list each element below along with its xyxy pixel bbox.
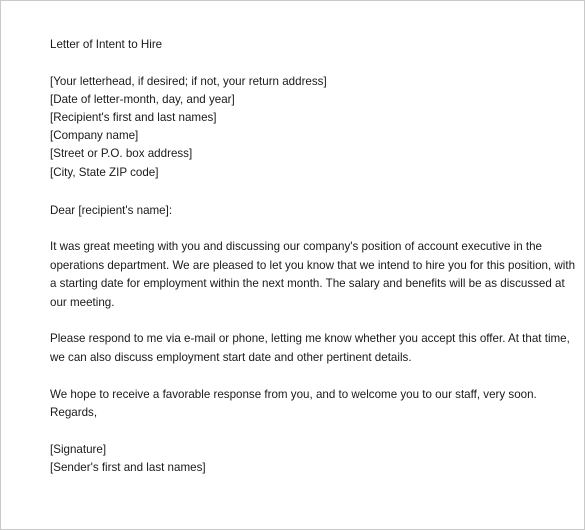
letter-title: Letter of Intent to Hire	[50, 38, 163, 51]
body-paragraph-2-line: Please respond to me via e-mail or phone, letting me know whether you accept this offer. At that time,	[50, 332, 570, 345]
recipient-name-line: [Recipient's first and last names]	[50, 111, 217, 124]
body-paragraph-1-line: operations department. We are pleased to let you know that we intend to hire you for this position, with	[50, 259, 576, 272]
signature-placeholder: [Signature]	[50, 443, 107, 456]
body-paragraph-1-line: our meeting.	[50, 296, 115, 309]
company-name-line: [Company name]	[50, 129, 139, 142]
body-paragraph-1-line: a starting date for employment within the next month. The salary and benefits will be as discussed at	[50, 277, 565, 290]
body-paragraph-1-line: It was great meeting with you and discussing our company's position of account executive in the	[50, 240, 542, 253]
letter-date-line: [Date of letter-month, day, and year]	[50, 93, 235, 106]
sender-name-placeholder: [Sender's first and last names]	[50, 461, 206, 474]
sender-address-line: [Your letterhead, if desired; if not, your return address]	[50, 75, 327, 88]
closing: Regards,	[50, 406, 98, 419]
body-paragraph-2-line: we can also discuss employment start date and other pertinent details.	[50, 351, 412, 364]
body-paragraph-3-line: We hope to receive a favorable response from you, and to welcome you to our staff, very soon.	[50, 388, 537, 401]
street-address-line: [Street or P.O. box address]	[50, 147, 193, 160]
city-state-zip-line: [City, State ZIP code]	[50, 166, 159, 179]
salutation: Dear [recipient's name]:	[50, 204, 173, 217]
